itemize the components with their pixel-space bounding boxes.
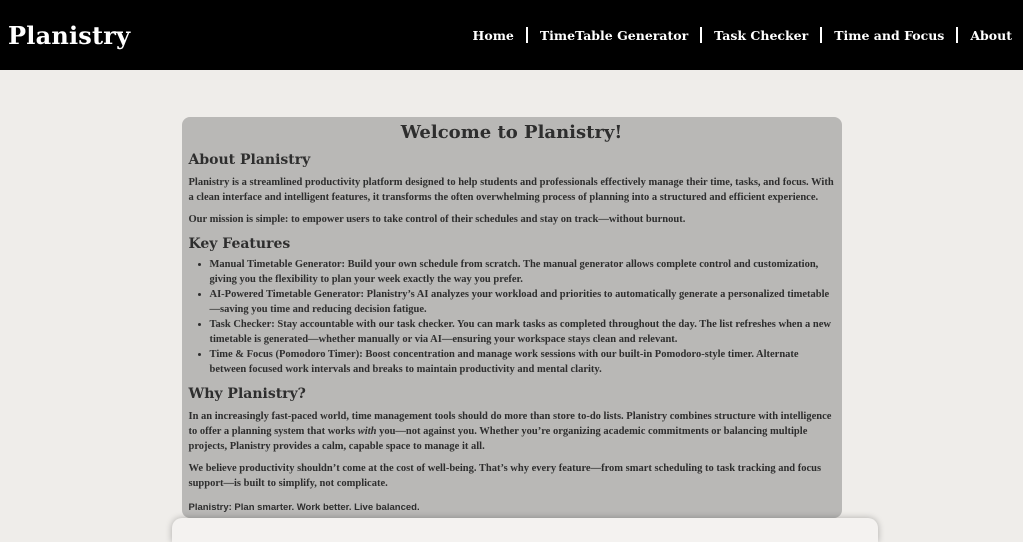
next-section-card-edge bbox=[172, 518, 878, 542]
nav-separator bbox=[700, 27, 702, 43]
feature-label: Time & Focus (Pomodoro Timer): bbox=[209, 349, 363, 360]
feature-text: Planistry’s AI analyzes your workload and priorities to automatically generate a personalized timetable—saving you time and reducing decision fatigue. bbox=[209, 289, 830, 315]
features-heading: Key Features bbox=[188, 236, 291, 252]
nav-time-and-focus[interactable]: Time and Focus bbox=[834, 27, 945, 43]
feature-label: Task Checker: bbox=[209, 319, 275, 330]
feature-item-ai-generator bbox=[210, 287, 835, 317]
feature-label: Manual Timetable Generator: bbox=[209, 259, 346, 270]
nav-timetable-generator[interactable]: TimeTable Generator bbox=[539, 27, 689, 43]
about-heading: About Planistry bbox=[188, 152, 311, 168]
main-nav bbox=[473, 27, 1012, 43]
why-paragraph-1 bbox=[189, 409, 835, 454]
page-title: Welcome to Planistry! bbox=[400, 122, 623, 143]
features-list bbox=[189, 257, 835, 377]
why-paragraph-2: We believe productivity shouldn’t come at the cost of well-being. That’s why every feature—from smart scheduling to task tracking and focus support—is built to simplify, not complicate. bbox=[188, 463, 822, 489]
why-p1-part1: In an increasingly fast-paced world, time management tools should do more than store to-do lists. Planistry combines structure with intelligence to offer a planning system that works bbox=[188, 411, 832, 437]
nav-task-checker[interactable]: Task Checker bbox=[714, 27, 809, 43]
page-body bbox=[0, 117, 1023, 518]
nav-separator bbox=[526, 27, 528, 43]
nav-about[interactable]: About bbox=[970, 27, 1012, 43]
about-paragraph-2: Our mission is simple: to empower users to take control of their schedules and stay on track—without burnout. bbox=[188, 214, 686, 225]
about-paragraph-1: Planistry is a streamlined productivity platform designed to help students and professionals effectively manage their time, tasks, and focus. With a clean interface and intelligent features, it transforms the often overwhelming process of planning into a structured and efficient experience. bbox=[188, 177, 834, 203]
nav-separator bbox=[956, 27, 958, 43]
why-heading: Why Planistry? bbox=[188, 386, 306, 402]
feature-item-task-checker bbox=[210, 317, 835, 347]
why-p1-italic: with bbox=[357, 426, 377, 437]
feature-item-manual-generator bbox=[210, 257, 835, 287]
logo[interactable]: Planistry bbox=[8, 20, 131, 50]
feature-text: Boost concentration and manage work sessions with our built-in Pomodoro-style timer. Alternate between focused work intervals and breaks to maintain productivity and mental clarity. bbox=[209, 349, 799, 375]
feature-item-pomodoro-timer bbox=[210, 347, 835, 377]
feature-label: AI-Powered Timetable Generator: bbox=[209, 289, 365, 300]
nav-home[interactable]: Home bbox=[472, 27, 514, 43]
nav-separator bbox=[820, 27, 822, 43]
app-header bbox=[0, 0, 1023, 70]
feature-text: Stay accountable with our task checker. You can mark tasks as completed throughout the day. The list refreshes when a new timetable is generated—whether manually or via AI—ensuring your workspace stays clean and relevant. bbox=[209, 319, 831, 345]
feature-text: Build your own schedule from scratch. The manual generator allows complete control and customization, giving you the flexibility to plan your week exactly the way you prefer. bbox=[209, 259, 819, 285]
why-p1-part2: you—not against you. Whether you’re organizing academic commitments or balancing multiple projects, Planistry provides a calm, capable space to manage it all. bbox=[188, 426, 808, 452]
tagline: Planistry: Plan smarter. Work better. Live balanced. bbox=[188, 502, 420, 513]
welcome-card bbox=[182, 117, 842, 518]
